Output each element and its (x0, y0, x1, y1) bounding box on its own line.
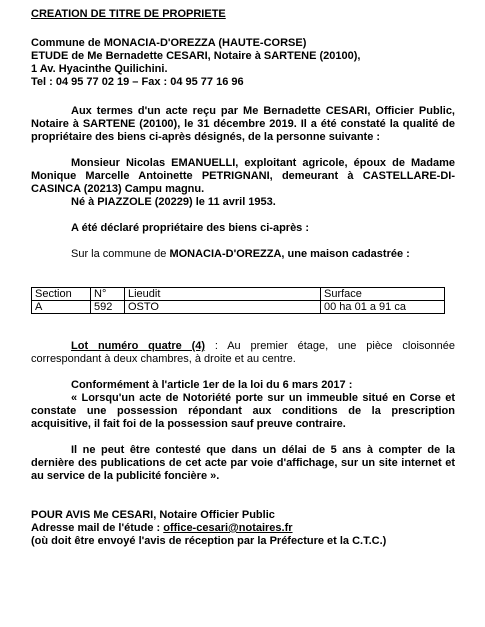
footer-block (31, 509, 455, 548)
header-section: Section (32, 288, 91, 301)
article-block (31, 379, 455, 431)
declared-owner-line: A été déclaré propriétaire des biens ci-après : (71, 222, 310, 234)
article-heading: Conformément à l'article 1er de la loi du 6 mars 2017 : (71, 379, 353, 391)
cell-section: A (32, 301, 91, 314)
cell-surface: 00 ha 01 a 91 ca (321, 301, 445, 314)
header-surface: Surface (321, 288, 445, 301)
etude-line: ETUDE de Me Bernadette CESARI, Notaire à SARTENE (20100), (31, 50, 361, 62)
header-lieudit: Lieudit (125, 288, 321, 301)
address-line: 1 Av. Hyacinthe Quilichini. (31, 63, 168, 75)
intro-paragraph: Aux termes d'un acte reçu par Me Bernadette CESARI, Officier Public, Notaire à SARTENE (20100), le 31 décembre 2019. Il a été constaté la qualité de propriétaire des biens ci-après désignés, de la personne suivante : (31, 105, 455, 143)
commune-line: Commune de MONACIA-D'OREZZA (HAUTE-CORSE) (31, 37, 307, 49)
person-identity: Monsieur Nicolas EMANUELLI, exploitant agricole, époux de Madame Monique Marcelle Antoinette PETRIGNANI, demeurant à CASTELLARE-DI-CASINCA (20213) Campu magnu. (31, 157, 455, 195)
article-quote: « Lorsqu'un acte de Notoriété porte sur un immeuble situé en Corse et constate une possession répondant aux conditions de la prescription acquisitive, il fait foi de la possession sauf preuve contraire. (31, 392, 455, 430)
cell-number: 592 (91, 301, 125, 314)
commune-prefix: Sur la commune de (71, 248, 170, 260)
lot-text: : Au premier étage, une pièce cloisonnée correspondant à deux chambres, à droite et au centre. (31, 340, 455, 365)
commune-paragraph (31, 248, 455, 261)
table-row (32, 301, 445, 314)
document-title: CREATION DE TITRE DE PROPRIETE (31, 8, 226, 20)
header-number: N° (91, 288, 125, 301)
email-link[interactable]: office-cesari@notaires.fr (163, 522, 293, 534)
table-header-row (32, 288, 445, 301)
cadastre-table (31, 287, 445, 314)
email-prefix: Adresse mail de l'étude : (31, 522, 164, 534)
lot-label: Lot numéro quatre (4) (71, 340, 206, 352)
email-line (31, 522, 455, 535)
person-birth: Né à PIAZZOLE (20229) le 11 avril 1953. (71, 196, 276, 208)
pour-avis-line: POUR AVIS Me CESARI, Notaire Officier Public (31, 509, 275, 521)
lot-paragraph (31, 340, 455, 366)
phone-fax-line: Tel : 04 95 77 02 19 – Fax : 04 95 77 16 96 (31, 76, 244, 88)
contest-paragraph: Il ne peut être contesté que dans un délai de 5 ans à compter de la dernière des publications de cet acte par voie d'affichage, sur un site internet et au service de la publicité foncière ». (31, 444, 455, 482)
receipt-note: (où doit être envoyé l'avis de réception par la Préfecture et la C.T.C.) (31, 535, 387, 547)
notary-header (31, 37, 455, 89)
commune-name: MONACIA-D'OREZZA, une maison cadastrée : (169, 248, 410, 260)
cell-lieudit: OSTO (125, 301, 321, 314)
person-block (31, 157, 455, 209)
